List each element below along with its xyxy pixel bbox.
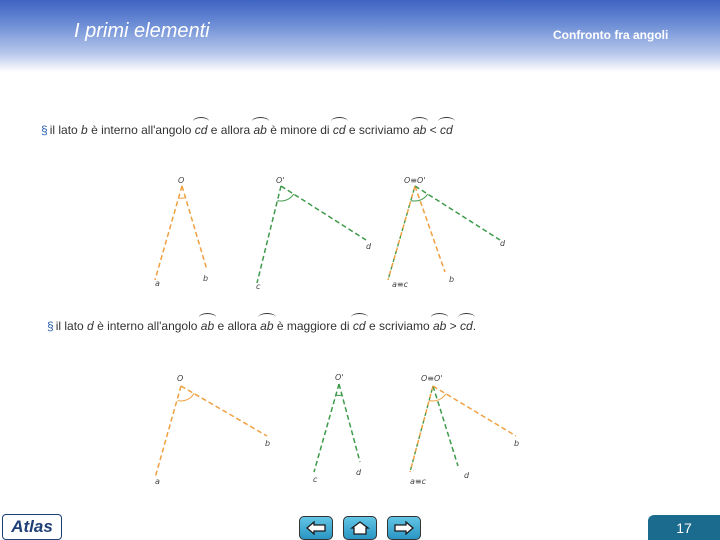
label-c: c [313,475,318,484]
label-O: O [177,374,184,383]
angle-arc [179,198,186,199]
ray-c [314,384,339,472]
back-button[interactable] [299,516,333,540]
label-a: a [155,279,160,288]
label-d: d [366,242,372,251]
label-b: b [203,274,209,283]
home-icon [349,520,371,536]
bullet-mark: § [47,319,54,333]
angle-arc [178,394,194,401]
forward-button[interactable] [387,516,421,540]
bullet-text-1: § il lato b è interno all'angolo cd e allora ab è minore di cd e scriviamo ab < cd [41,123,453,137]
ray-a [155,186,182,280]
home-button[interactable] [343,516,377,540]
angle-ab: ab [412,123,427,137]
label-O1: O' [276,176,285,185]
angle-cd: cd [332,123,346,137]
label-b: b [265,439,271,448]
ray-a [155,386,181,478]
forward-arrow-icon [393,520,415,536]
ray-b [415,186,445,272]
back-arrow-icon [305,520,327,536]
bullet-text-2: § il lato d è interno all'angolo ab e allora ab è maggiore di cd e scriviamo ab > cd. [47,319,477,333]
angle-cd: cd [439,123,453,137]
label-d: d [464,471,470,480]
ray-c [257,186,281,283]
angle-ab: ab [432,319,447,333]
label-OO1: O≡O' [421,374,443,383]
angle-ab-figure-1 [155,176,208,288]
angle-compare-figure-2 [410,374,519,486]
label-a-eq-c: a≡c [392,280,409,289]
angle-cd: cd [352,319,366,333]
label-c: c [256,282,261,291]
label-a-eq-c: a≡c [410,477,427,486]
label-b: b [514,439,520,448]
label-d: d [500,239,506,248]
bullet-mark: § [41,123,48,137]
angle-arc [277,194,293,201]
ray-b [182,186,207,270]
angle-ab: ab [200,319,215,333]
angle-cd-figure-1 [256,176,372,291]
angle-compare-figure-1 [388,176,506,289]
label-a: a [155,477,160,486]
angle-cd: cd [460,319,473,333]
label-OO1: O≡O' [404,176,426,185]
angle-ab: ab [253,123,267,137]
ray-d [339,384,360,462]
atlas-logo: Atlas [2,514,62,540]
angle-arc [430,394,446,401]
angle-cd: cd [194,123,208,137]
angle-cd-figure-2 [313,373,362,484]
page-subtitle: Confronto fra angoli [553,28,669,42]
page-number: 17 [648,515,720,540]
label-O1: O' [335,373,344,382]
label-O: O [178,176,185,185]
angle-ab: ab [260,319,274,333]
label-d: d [356,468,362,477]
label-b: b [449,275,455,284]
angle-ab-figure-2 [155,374,270,486]
page-title: I primi elementi [74,20,210,42]
